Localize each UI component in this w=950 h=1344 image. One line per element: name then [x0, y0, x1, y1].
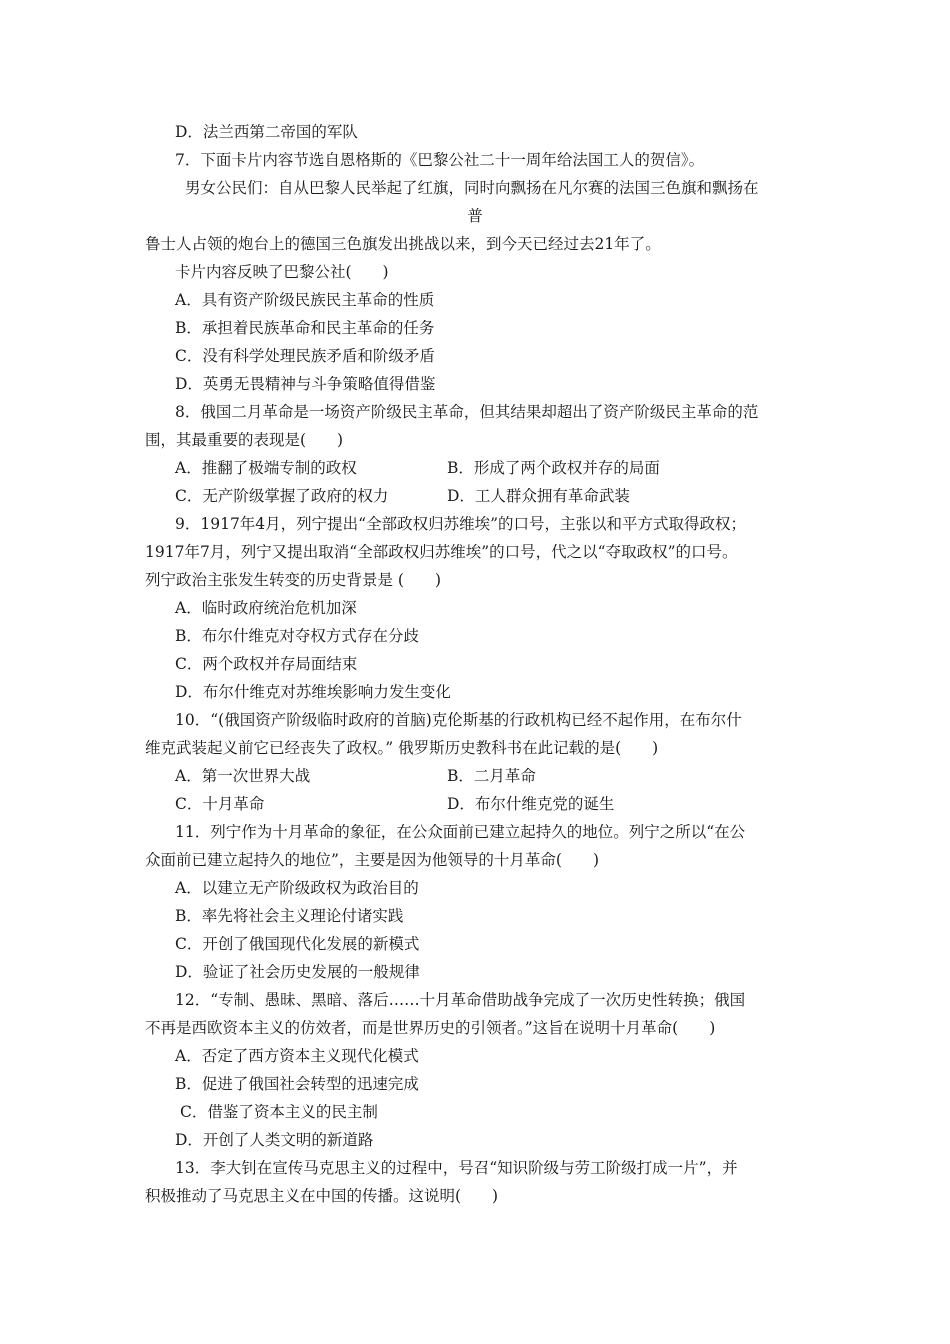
- q12-option-d: D．开创了人类文明的新道路: [175, 1131, 374, 1149]
- q11-option-d: D．验证了社会历史发展的一般规律: [175, 963, 420, 981]
- q9-stem-line2: 1917年7月，列宁又提出取消“全部政权归苏维埃”的口号，代之以“夺取政权”的口号。: [145, 543, 738, 561]
- q12-stem-line2: 不再是西欧资本主义的仿效者，而是世界历史的引领者。”这旨在说明十月革命( ): [145, 1019, 716, 1037]
- q8-option-c: C．无产阶级掌握了政府的权力: [175, 487, 389, 505]
- q7-prompt: 卡片内容反映了巴黎公社( ): [175, 263, 389, 281]
- q11-stem-line1: 11．列宁作为十月革命的象征，在公众面前已建立起持久的地位。列宁之所以“在公: [175, 823, 746, 841]
- q9-stem-line1: 9．1917年4月，列宁提出“全部政权归苏维埃”的口号，主张以和平方式取得政权；: [175, 515, 747, 533]
- q7-option-d: D．英勇无畏精神与斗争策略值得借鉴: [175, 375, 436, 393]
- q12-stem-line1: 12．“专制、愚昧、黑暗、落后……十月革命借助战争完成了一次历史性转换；俄国: [175, 991, 746, 1009]
- q11-stem-line2: 众面前已建立起持久的地位”，主要是因为他领导的十月革命( ): [145, 851, 600, 869]
- q6-option-d: D．法兰西第二帝国的军队: [175, 123, 358, 141]
- q10-stem-line1: 10．“(俄国资产阶级临时政府的首脑)克伦斯基的行政机构已经不起作用，在布尔什: [175, 711, 742, 729]
- q8-option-a: A．推翻了极端专制的政权: [175, 459, 357, 477]
- q10-option-b: B．二月革命: [447, 767, 536, 785]
- q12-option-c: C．借鉴了资本主义的民主制: [180, 1103, 378, 1121]
- q10-option-a: A．第一次世界大战: [175, 767, 311, 785]
- q8-option-b: B．形成了两个政权并存的局面: [447, 459, 660, 477]
- q9-option-a: A．临时政府统治危机加深: [175, 599, 357, 617]
- q7-option-a: A．具有资产阶级民族民主革命的性质: [175, 291, 435, 309]
- q8-stem-line1: 8．俄国二月革命是一场资产阶级民主革命，但其结果却超出了资产阶级民主革命的范: [175, 403, 759, 421]
- q13-stem-line1: 13．李大钊在宣传马克思主义的过程中，号召“知识阶级与劳工阶级打成一片”，并: [175, 1159, 738, 1177]
- q9-stem-line3: 列宁政治主张发生转变的历史背景是 ( ): [145, 571, 442, 589]
- q7-option-c: C．没有科学处理民族矛盾和阶级矛盾: [175, 347, 435, 365]
- q7-stem: 7．下面卡片内容节选自恩格斯的《巴黎公社二十一周年给法国工人的贺信》。: [175, 151, 705, 169]
- q8-option-d: D．工人群众拥有革命武装: [447, 487, 630, 505]
- q7-option-b: B．承担着民族革命和民主革命的任务: [175, 319, 435, 337]
- q7-card-line3: 鲁士人占领的炮台上的德国三色旗发出挑战以来，到今天已经过去21年了。: [145, 235, 661, 253]
- q8-stem-line2: 围，其最重要的表现是( ): [145, 431, 344, 449]
- q13-stem-line2: 积极推动了马克思主义在中国的传播。这说明( ): [145, 1187, 499, 1205]
- q10-option-c: C．十月革命: [175, 795, 265, 813]
- q7-card-line1: 男女公民们：自从巴黎人民举起了红旗，同时向飘扬在凡尔赛的法国三色旗和飘扬在: [185, 179, 759, 197]
- q11-option-b: B．率先将社会主义理论付诸实践: [175, 907, 404, 925]
- q12-option-b: B．促进了俄国社会转型的迅速完成: [175, 1075, 419, 1093]
- q10-option-d: D．布尔什维克党的诞生: [447, 795, 615, 813]
- q10-stem-line2: 维克武装起义前它已经丧失了政权。” 俄罗斯历史教科书在此记载的是( ): [145, 739, 659, 757]
- q11-option-a: A．以建立无产阶级政权为政治目的: [175, 879, 419, 897]
- q9-option-c: C．两个政权并存局面结束: [175, 655, 358, 673]
- q12-option-a: A．否定了西方资本主义现代化模式: [175, 1047, 419, 1065]
- q9-option-b: B．布尔什维克对夺权方式存在分歧: [175, 627, 419, 645]
- q11-option-c: C．开创了俄国现代化发展的新模式: [175, 935, 420, 953]
- q9-option-d: D．布尔什维克对苏维埃影响力发生变化: [175, 683, 451, 701]
- q7-card-line2: 普: [467, 207, 483, 225]
